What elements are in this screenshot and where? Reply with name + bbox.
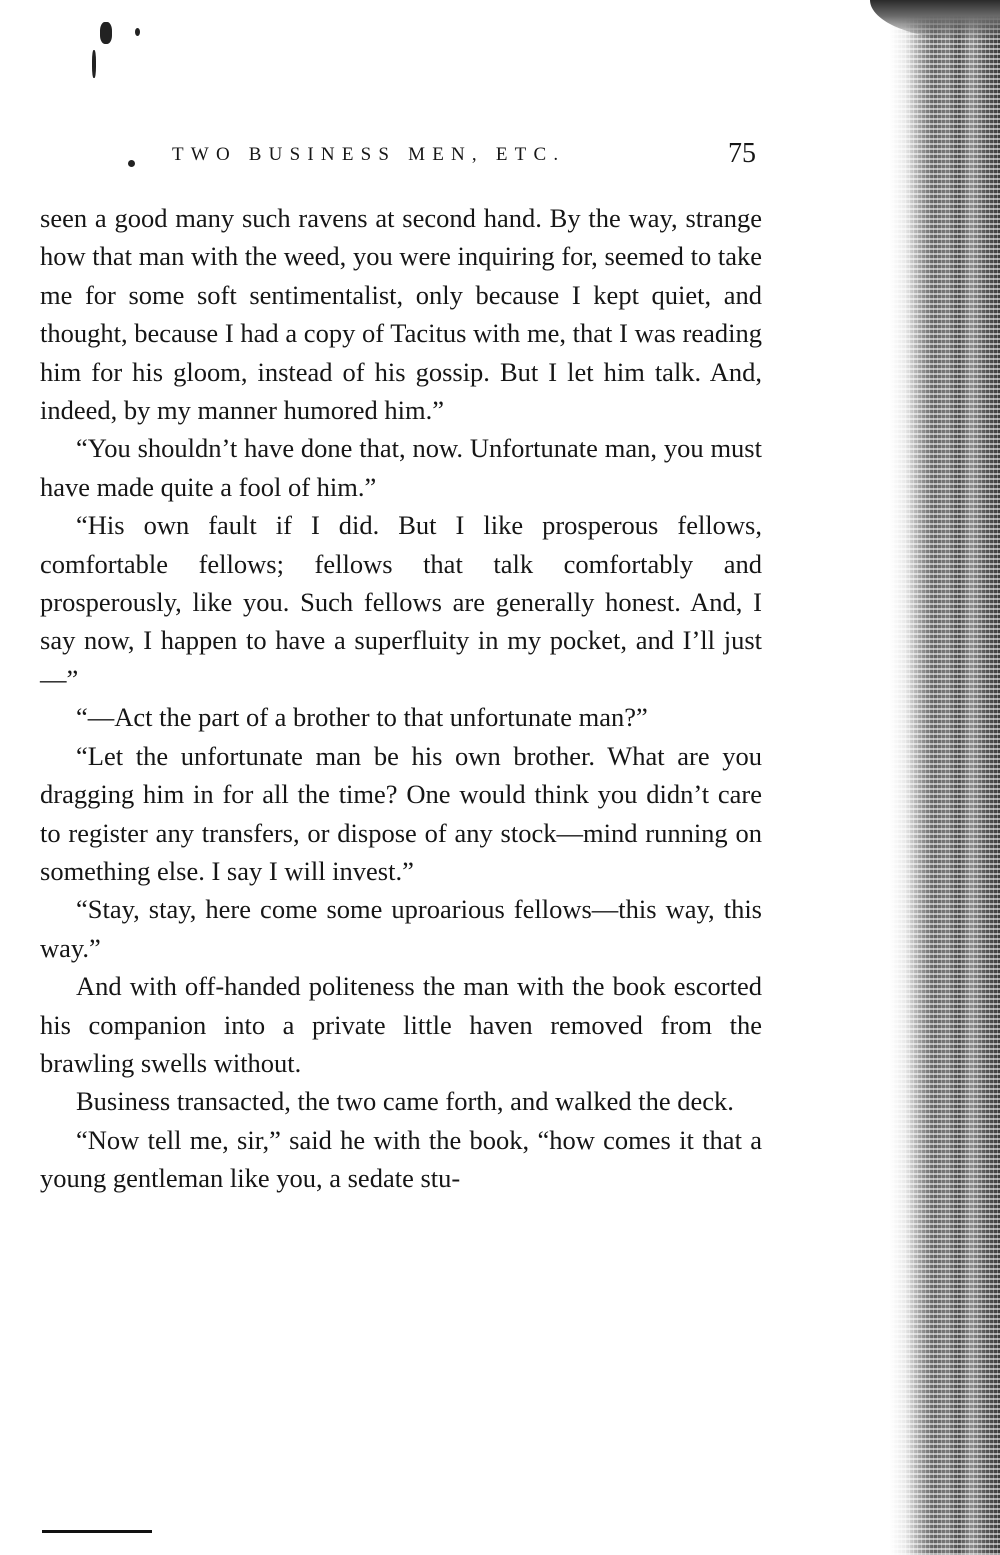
body-text (40, 199, 762, 1198)
running-head: TWO BUSINESS MEN, ETC. (172, 144, 566, 165)
paragraph: And with off-handed politeness the man with the book escorted his companion into a private little haven removed from the brawling swells without. (40, 971, 762, 1078)
bottom-rule (42, 1530, 152, 1533)
page-header (172, 138, 762, 172)
paragraph: “Let the unfortunate man be his own brother. What are you dragging him in for all the time? One would think you didn’t care to register any transfers, or dispose of any stock—mind running on something else. I say I will invest.” (40, 740, 762, 886)
paragraph: “His own fault if I did. But I like prosperous fellows, comfortable fellows; fellows that talk comfortably and prosperously, like you. Such fellows are generally honest. And, I say now, I happen to have a superfluity in my pocket, and I’ll just—” (40, 510, 762, 694)
paragraph: seen a good many such ravens at second hand. By the way, strange how that man with the weed, you were inquiring for, seemed to take me for some soft sentimentalist, only because I kept quiet, and thought, because I had a copy of Tacitus with me, that I was reading him for his gloom, instead of his gossip. But I let him talk. And, indeed, by my manner humored him.” (40, 203, 762, 426)
paragraph: “Now tell me, sir,” said he with the book, “how comes it that a young gentleman like you, a sedate stu- (40, 1124, 762, 1194)
paragraph: “—Act the part of a brother to that unfortunate man?” (76, 702, 648, 733)
paragraph: “You shouldn’t have done that, now. Unfortunate man, you must have made quite a fool of him.” (40, 433, 762, 502)
ink-speck (135, 28, 140, 36)
ink-speck (100, 22, 112, 44)
ink-speck (128, 160, 135, 167)
binding-gutter (890, 0, 1000, 1555)
page-number: 75 (728, 138, 756, 169)
paragraph: “Stay, stay, here come some uproarious fellows—this way, this way.” (40, 894, 762, 963)
ink-speck (92, 50, 96, 78)
paragraph: Business transacted, the two came forth, and walked the deck. (76, 1086, 734, 1117)
